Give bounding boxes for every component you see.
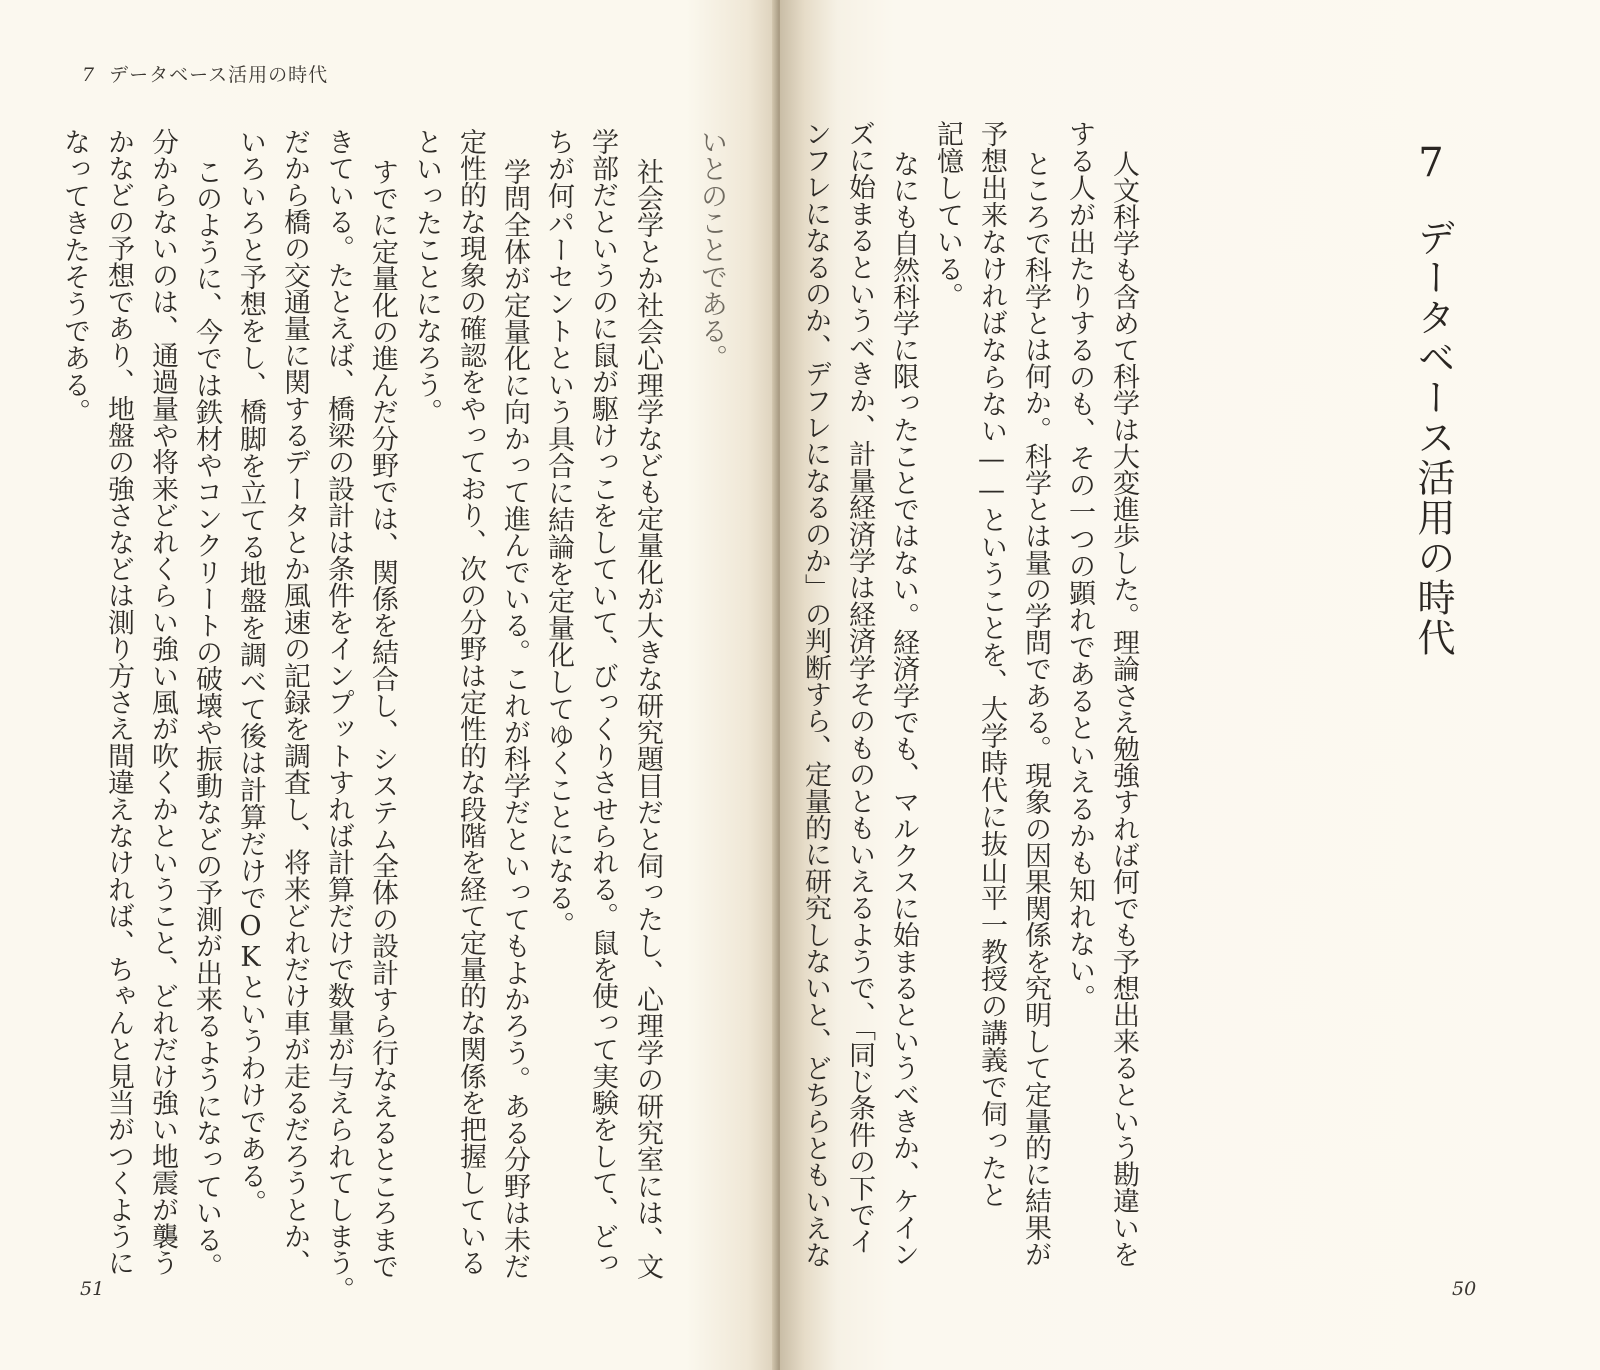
page-number-left: 51 [80, 1278, 105, 1300]
text-line: このように、今では鉄材やコンクリートの破壊や振動などの予測が出来るようになっている。 [191, 158, 222, 1280]
text-line: 人文科学も含めて科学は大変進歩した。理論さえ勉強すれば何でも予想出来るという勘違いを [1108, 150, 1139, 1268]
page-number-right: 50 [1452, 1278, 1477, 1300]
text-line: 分からないのは、通過量や将来どれくらい強い風が吹くかということ、どれだけ強い地震が襲う [147, 128, 178, 1277]
text-line: 学部だというのに鼠が駆けっこをしていて、びっくりさせられる。鼠を使って実験をして、どっ [587, 128, 618, 1277]
chapter-title: データベース活用の時代 [1411, 218, 1455, 658]
chapter-number: 7 [1408, 140, 1454, 186]
text-line: ちが何パーセントという具合に結論を定量化してゆくことになる。 [543, 128, 574, 938]
text-line: する人が出たりするのも、その一つの顕れであるといえるかも知れない。 [1064, 120, 1095, 1011]
text-line: なってきたそうである。 [59, 128, 90, 425]
text-line: だから橋の交通量に関するデータとか風速の記録を調査し、将来どれだけ車が走るだろうとか、 [279, 128, 310, 1277]
text-line: ズに始まるというべきか、計量経済学は経済学そのものともいえるようで、「同じ条件の下でイ [844, 120, 875, 1255]
text-line: ところで科学とは何か。科学とは量の学問である。現象の因果関係を究明して定量的に結果が [1020, 150, 1051, 1268]
text-line: なにも自然科学に限ったことではない。経済学でも、マルクスに始まるというべきか、ケイン [888, 150, 919, 1268]
running-head-title: データベース活用の時代 [109, 64, 329, 86]
text-line: 社会学とか社会心理学なども定量化が大きな研究題目だと伺ったし、心理学の研究室には、文 [632, 158, 663, 1280]
text-line: かなどの予想であり、地盤の強さなどは測り方さえ間違えなければ、ちゃんと見当がつくように [103, 128, 134, 1277]
text-line: ンフレになるのか、デフレになるのか」の判断すら、定量的に研究しないと、どちらともいえな [800, 120, 831, 1269]
text-line: すでに定量化の進んだ分野では、関係を結合し、システム全体の設計すら行なえるところまで [367, 158, 398, 1280]
text-line: 定性的な現象の確認をやっており、次の分野は定性的な段階を経て定量的な関係を把握している [455, 128, 486, 1277]
running-head [82, 60, 328, 87]
text-line: きている。たとえば、橋梁の設計は条件をインプットすれば計算だけで数量が与えられてしまう。 [323, 128, 354, 1303]
text-line: いとのことである。 [696, 128, 727, 371]
text-line: いろいろと予想をし、橋脚を立てる地盤を調べて後は計算だけでOKというわけである。 [235, 128, 266, 1216]
text-line: 記憶している。 [932, 120, 963, 309]
left-page [0, 0, 780, 1370]
text-line: 予想出来なければならない——ということを、大学時代に抜山平一教授の講義で伺ったと [976, 120, 1007, 1208]
running-head-number: 7 [82, 64, 96, 86]
text-line: 学問全体が定量化に向かって進んでいる。これが科学だといってもよかろう。ある分野は未だ [499, 158, 530, 1280]
text-line: といったことになろう。 [411, 128, 442, 425]
